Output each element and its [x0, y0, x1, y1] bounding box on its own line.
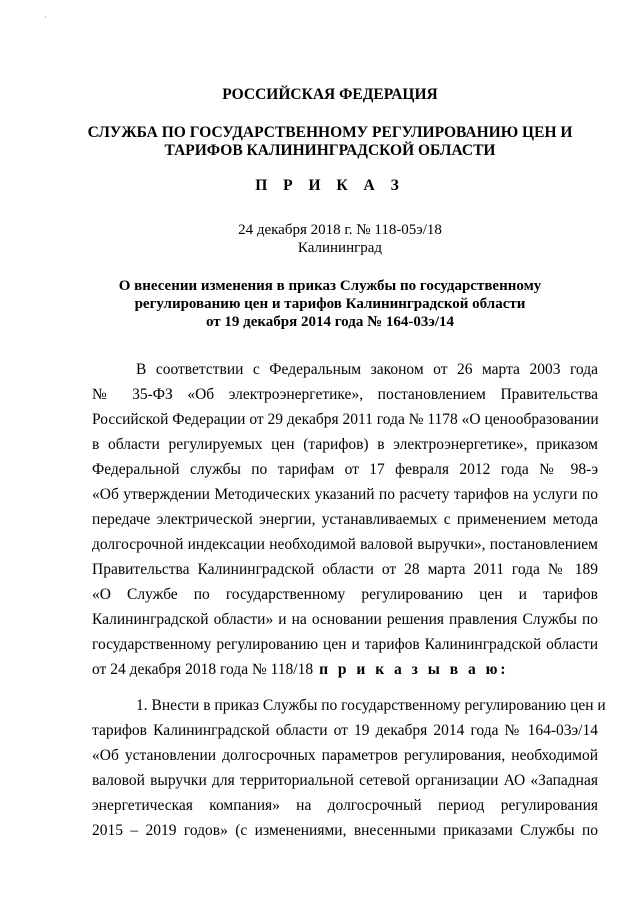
body-line: Правительства Калининградской области от 28 марта 2011 года № 189 — [92, 561, 598, 578]
order-word: п р и к а з ы в а ю: — [319, 661, 509, 678]
item-1-line: 2015 – 2019 годов» (с изменениями, внесенными приказами Службы по — [92, 822, 598, 839]
item-1-line: 1. Внести в приказ Службы по государственному регулированию цен и — [136, 697, 606, 714]
item-1-line: «Об установлении долгосрочных параметров регулирования, необходимой — [92, 747, 598, 764]
city: Калининград — [297, 240, 383, 256]
country-heading: РОССИЙСКАЯ ФЕДЕРАЦИЯ — [222, 86, 438, 103]
document-type-heading: П Р И К А З — [255, 177, 405, 194]
service-heading-line-1: СЛУЖБА ПО ГОСУДАРСТВЕННОМУ РЕГУЛИРОВАНИЮ ЦЕН И — [87, 124, 573, 141]
scan-mark: · — [44, 12, 47, 22]
body-line-text: от 24 декабря 2018 года № 118/18 — [92, 661, 314, 678]
body-line: государственному регулированию цен и тарифов Калининградской области — [92, 636, 598, 653]
body-line: Калининградской области» и на основании решения правления Службы по — [92, 611, 598, 628]
service-heading-line-2: ТАРИФОВ КАЛИНИНГРАДСКОЙ ОБЛАСТИ — [164, 142, 496, 159]
body-line: «Об утверждении Методических указаний по расчету тарифов на услуги по — [92, 486, 598, 503]
body-line: в области регулируемых цен (тарифов) в электроэнергетике», приказом — [92, 436, 598, 453]
body-line: «О Службе по государственному регулированию цен и тарифов — [92, 586, 598, 603]
body-line: Российской Федерации от 29 декабря 2011 года № 1178 «О ценообразовании — [92, 411, 599, 428]
subject-line-1: О внесении изменения в приказ Службы по государственному — [118, 278, 542, 294]
body-line: долгосрочной индексации необходимой валовой выручки», постановлением — [92, 536, 598, 553]
subject-line-2: регулированию цен и тарифов Калининградской области — [134, 296, 526, 312]
body-line: передаче электрической энергии, устанавливаемых с применением метода — [92, 511, 598, 528]
body-line: В соответствии с Федеральным законом от 26 марта 2003 года — [136, 361, 598, 378]
body-line-with-order-word — [92, 658, 598, 682]
body-line: № 35-ФЗ «Об электроэнергетике», постановлением Правительства — [92, 386, 598, 403]
body-line: Федеральной службы по тарифам от 17 февраля 2012 года № 98-э — [92, 461, 598, 478]
item-1-line: энергетическая компания» на долгосрочный период регулирования — [92, 797, 598, 814]
date-and-number: 24 декабря 2018 г. № 118-05э/18 — [238, 222, 442, 238]
item-1-line: тарифов Калининградской области от 19 декабря 2014 года № 164-03э/14 — [92, 722, 598, 739]
subject-line-3: от 19 декабря 2014 года № 164-03э/14 — [205, 314, 455, 330]
item-1-line: валовой выручки для территориальной сетевой организации АО «Западная — [92, 772, 598, 789]
